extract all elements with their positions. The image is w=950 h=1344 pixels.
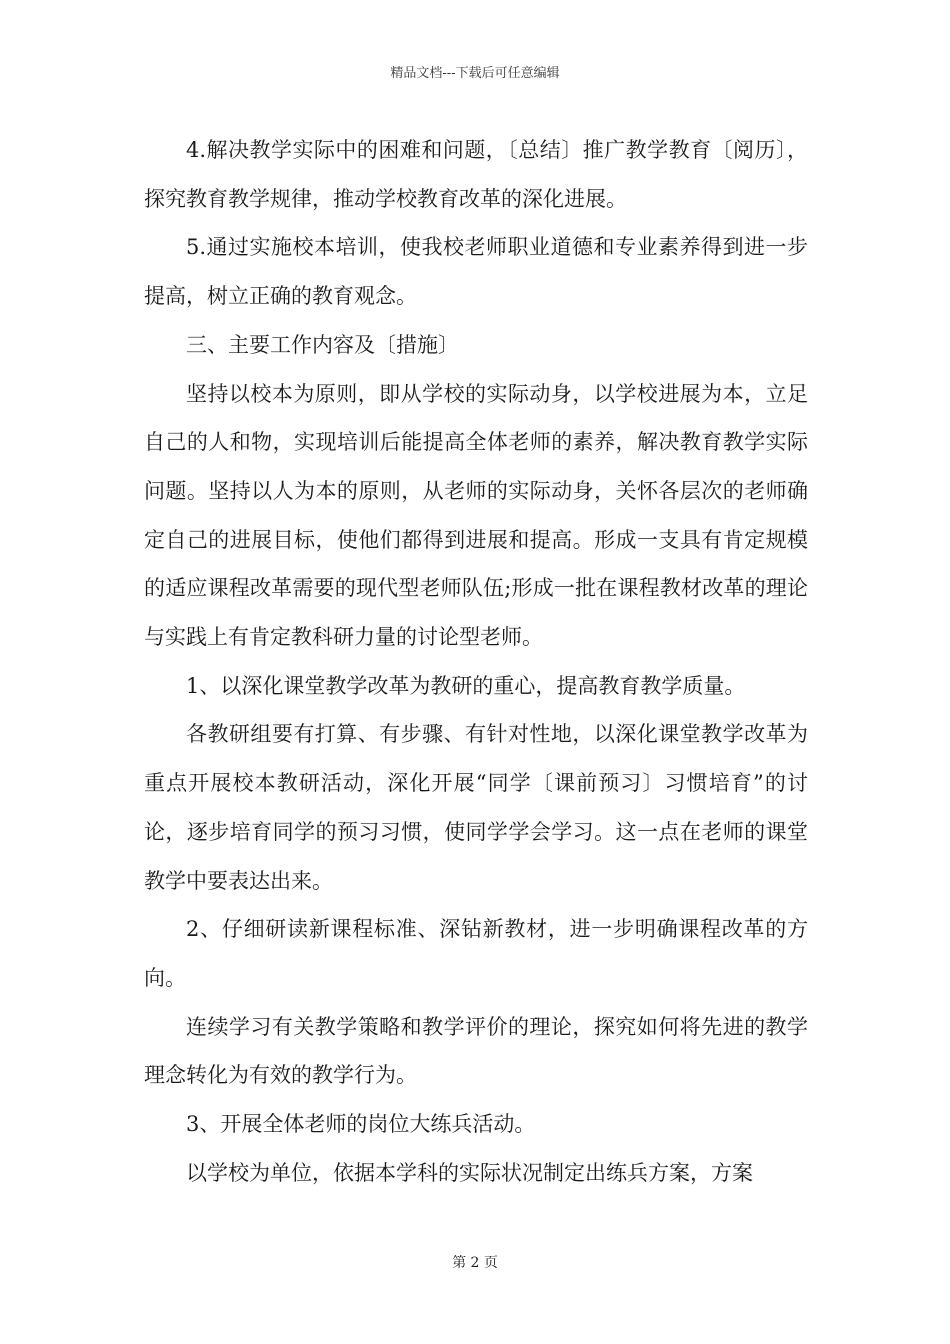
page-header: 精品文档---下载后可任意编辑 — [390, 66, 560, 81]
paragraph-point-5: 5.通过实施校本培训，使我校老师职业道德和专业素养得到进一步提高，树立正确的教育观念。 — [144, 235, 808, 309]
paragraph-principles: 坚持以校本为原则，即从学校的实际动身，以学校进展为本，立足自己的人和物，实现培训后能提高全体老师的素养，解决教育教学实际问题。坚持以人为本的原则，从老师的实际动身，关怀各层次的老师确定自己的进展目标，使他们都得到进展和提高。形成一支具有肯定规模的适应课程改革需要的现代型老师队伍;形成一批在课程教材改革的理论与实践上有肯定教科研力量的讨论型老师。 — [144, 381, 808, 650]
item-heading-2: 2、仔细研读新课程标准、深钻新教材，进一步明确课程改革的方向。 — [144, 917, 808, 990]
paragraph-item-2: 连续学习有关教学策略和教学评价的理论，探究如何将先进的教学理念转化为有效的教学行为。 — [144, 1014, 808, 1088]
document-body — [144, 126, 808, 1197]
item-heading-1: 1、以深化课堂教学改革为教研的重心，提高教育教学质量。 — [186, 673, 746, 698]
section-heading-3: 三、主要工作内容及〔措施〕 — [186, 332, 459, 357]
page-number: 第 2 页 — [452, 1255, 498, 1271]
item-heading-3: 3、开展全体老师的岗位大练兵活动。 — [186, 1112, 536, 1137]
paragraph-item-1: 各教研组要有打算、有步骤、有针对性地，以深化课堂教学改革为重点开展校本教研活动，深化开展“同学〔课前预习〕习惯培育”的讨论，逐步培育同学的预习习惯，使同学学会学习。这一点在老师的课堂教学中要表达出来。 — [144, 722, 808, 893]
paragraph-point-4: 4.解决教学实际中的困难和问题，〔总结〕推广教学教育〔阅历〕，探究教育教学规律，推动学校教育改革的深化进展。 — [144, 138, 808, 211]
paragraph-item-3: 以学校为单位，依据本学科的实际状况制定出练兵方案，方案 — [186, 1160, 753, 1185]
